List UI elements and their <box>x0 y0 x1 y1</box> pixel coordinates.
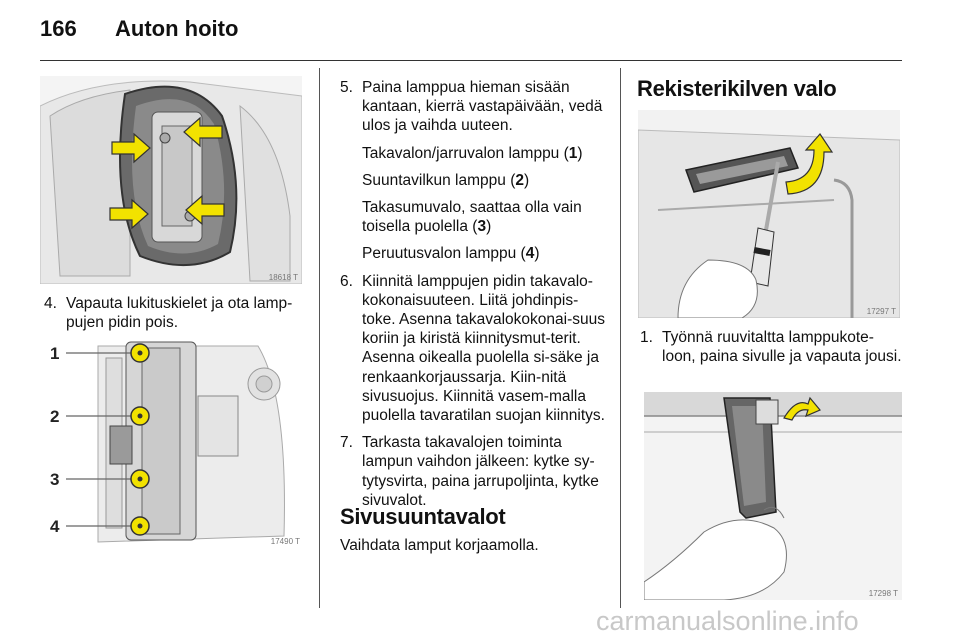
callout-2: 2 <box>50 407 60 426</box>
step-text: Tarkasta takavalojen toiminta lampun vaihdon jälkeen: kytke sy-tytysvirta, paina jarrupoljinta, kytke sivuvalot. <box>362 434 599 509</box>
plate-light-hand-figure <box>644 392 902 600</box>
tail-lamp-figure <box>40 76 302 284</box>
section-title: Rekisterikilven valo <box>637 76 837 101</box>
plate-light-screwdriver-figure <box>638 110 900 318</box>
step-number: 4. <box>44 295 57 312</box>
bulb-item-2: Suuntavilkun lamppu (2) <box>362 171 530 189</box>
step-7 <box>340 433 608 510</box>
figure-code: 17490 T <box>270 537 300 546</box>
header-rule <box>40 60 902 61</box>
bulb-item-1: Takavalon/jarruvalon lamppu (1) <box>362 144 583 162</box>
figure-code: 18618 T <box>268 273 298 282</box>
page-number: 166 <box>40 16 77 41</box>
figure-code: 17297 T <box>866 307 896 316</box>
section-title: Sivusuuntavalot <box>340 504 506 529</box>
bulb-item-4: Peruutusvalon lamppu (4) <box>362 245 540 263</box>
column-divider-2 <box>620 68 621 608</box>
step-6 <box>340 272 608 426</box>
section-rekisterikilven-valo <box>637 76 901 102</box>
step-text: Työnnä ruuvitaltta lamppukote-loon, paina sivulle ja vapauta jousi. <box>662 329 902 366</box>
step-1 <box>640 328 902 366</box>
column-2 <box>340 78 608 518</box>
step-text: Paina lamppua hieman sisään kantaan, kierrä vastapäivään, vedä ulos ja vaihda uuteen. <box>362 79 603 135</box>
figure-code: 17298 T <box>868 589 898 598</box>
callout-1: 1 <box>50 344 60 363</box>
section-text: Vaihdata lamput korjaamolla. <box>340 537 539 554</box>
watermark: carmanualsonline.info <box>596 606 859 636</box>
step-number: 6. <box>340 272 353 290</box>
column-divider-1 <box>319 68 320 608</box>
step-number: 7. <box>340 434 353 452</box>
step-4 <box>44 294 312 332</box>
step-text: Vapauta lukituskielet ja ota lamp-pujen pidin pois. <box>66 295 293 332</box>
bulb-holder-figure <box>48 336 304 548</box>
callout-4: 4 <box>50 517 60 536</box>
section-sivusuuntavalot <box>340 504 608 555</box>
step-number: 5. <box>340 79 353 96</box>
page-title: Auton hoito <box>115 16 239 41</box>
step-number: 1. <box>640 329 653 346</box>
callout-3: 3 <box>50 470 60 489</box>
bulb-item-3: Takasumuvalo, saattaa olla vain toisella puolella (3) <box>362 199 582 236</box>
step-5 <box>340 78 608 264</box>
step-text: Kiinnitä lamppujen pidin takavalo-kokonaisuuteen. Liitä johdinpis-toke. Asenna takavalokokonai-suus koriin ja kiristä kiinnitysmut-terit. Asenna oikealla puolella si-säke ja renkaankorjaussarja. Kiin-nitä sivusuojus. Kiinnitä vasem-malla puolella tavaratilan suojan kiinnitys. <box>362 272 605 425</box>
